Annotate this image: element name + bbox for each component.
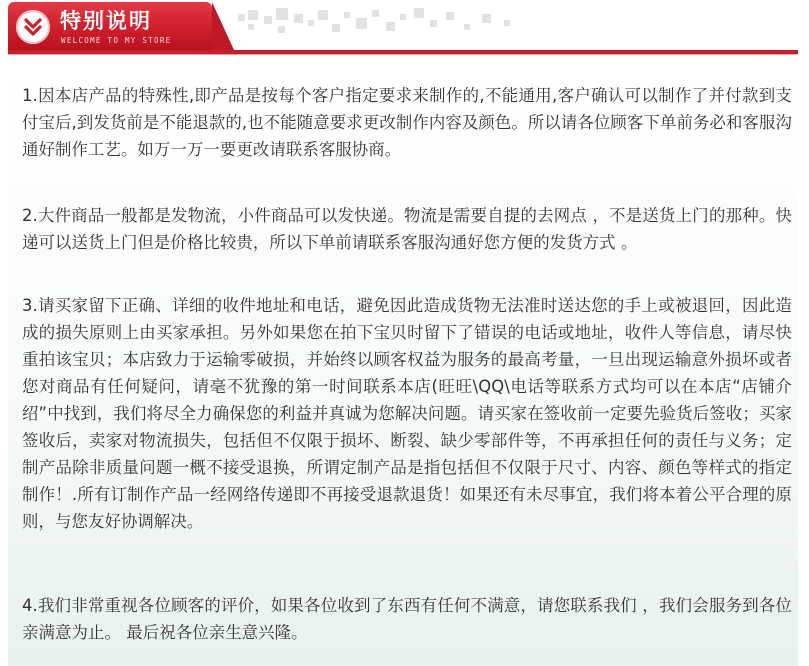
decorative-pixel-pattern (220, 6, 540, 46)
header-tab (8, 2, 212, 50)
notice-paragraph: 1.因本店产品的特殊性,即产品是按每个客户指定要求来制作的,不能通用,客户确认可以制作了并付款到支付宝后,到发货前是不能退款的,也不能随意要求更改制作内容及颜色。所以请各位顾客下单前务必和客服沟通好制作工艺。如万一万一要更改请联系客服协商。 (22, 86, 792, 159)
notice-paragraph: 4.我们非常重视各位顾客的评价，如果各位收到了东西有任何不满意，请您联系我们 ，我们会服务到各位亲满意为止。 最后祝各位亲生意兴隆。 (22, 596, 792, 642)
page-title: 特别说明 (60, 9, 152, 33)
header-divider (8, 50, 798, 54)
notice-content (8, 62, 798, 666)
double-chevron-down-icon (16, 10, 50, 44)
page-subtitle: WELCOME TO MY STORE (61, 36, 172, 45)
section-header (0, 0, 809, 58)
notice-paragraph: 2.大件商品一般都是发物流，小件商品可以发快递。物流是需要自提的去网点 ，不是送货上门的那种。快递可以送货上门但是价格比较贵，所以下单前请联系客服沟通好您方便的发货方式 。 (22, 206, 792, 252)
notice-paragraph: 3.请买家留下正确、详细的收件地址和电话，避免因此造成货物无法准时送达您的手上或被退回，因此造成的损失原则上由买家承担。另外如果您在拍下宝贝时留下了错误的电话或地址，收件人等信息，请尽快重拍该宝贝；本店致力于运输零破损，并始终以顾客权益为服务的最高考量，一旦出现运输意外损坏或者您对商品有任何疑问，请毫不犹豫的第一时间联系本店(旺旺\QQ\电话等联系方式均可以在本店“店铺介绍”中找到，我们将尽全力确保您的利益并真诚为您解决问题。请买家在签收前一定要先验货后签收；买家签收后，卖家对物流损失，包括但不仅限于损坏、断裂、缺少零部件等，不再承担任何的责任与义务；定制产品除非质量问题一概不接受退换，所谓定制产品是指包括但不仅限于尺寸、内容、颜色等样式的指定制作！.所有订制作产品一经网络传递即不再接受退款退货！如果还有未尽事宜，我们将本着公平合理的原则，与您友好协调解决。 (22, 296, 792, 531)
